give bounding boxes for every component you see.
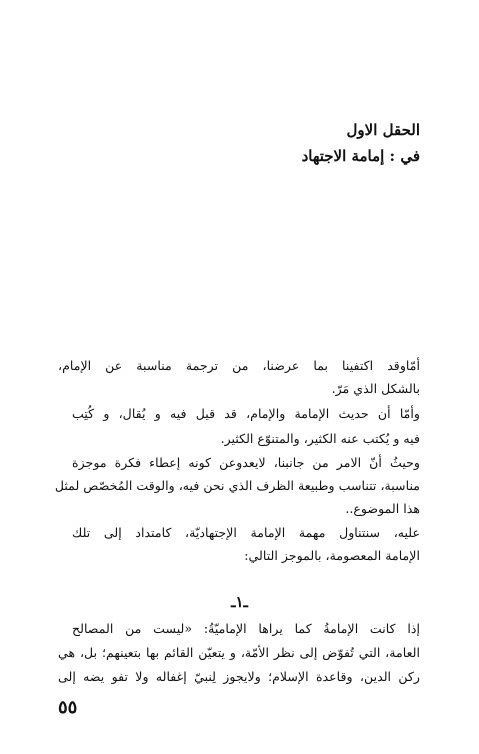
chapter-subtitle: في : إمامة الاجتهاد [301, 147, 420, 165]
section-line: العامة، التي تُفوّض إلى نظر الأمّة، و يتعيّن القائم بها بتعينهم؛ بل، هي [58, 645, 420, 660]
section-line: إذا كانت الإمامةُ كما يراها الإماميّةُ: «ليست من المصالح [72, 621, 420, 636]
section-line: ركن الدين، وقاعدة الإسلام؛ ولايجوز لِنبيّ إغفاله ولا تفو يضه إلى [58, 669, 420, 684]
body-line: مناسبة، تتناسب وطبيعة الظرف الذي نحن فيه، والوقت المُخصّص لمثل [54, 478, 420, 493]
body-line: عليه، سنتناول مهمة الإمامة الإجتهاديّة، كامتداد إلى تلك [72, 525, 420, 540]
body-line: وأمّا أن حديث الإمامة والإمام، قد قيل فيه و يُقال، و كُتِب [72, 406, 420, 421]
body-line: فيه و يُكتب عنه الكثير، والمتنوّع الكثير. [220, 431, 420, 446]
body-line: أمّاوقد اكتفينا بما عرضنا، من ترجمة مناسبة عن الإمام، [58, 358, 420, 373]
section-number: ـ١ـ [231, 593, 248, 611]
body-line: هذا الموضوع.. [345, 501, 420, 516]
chapter-title: الحقل الاول [346, 121, 420, 139]
page-number: ٥٥ [58, 697, 78, 718]
body-line: وحيثُ أنّ الامر من جانبنا، لايعدوعن كونه إعطاء فكرة موجزة [72, 455, 420, 470]
body-line: الإمامة المعصومة، بالموجز التالي: [244, 548, 420, 563]
body-line: بالشكل الذي مَرّ. [331, 381, 420, 396]
